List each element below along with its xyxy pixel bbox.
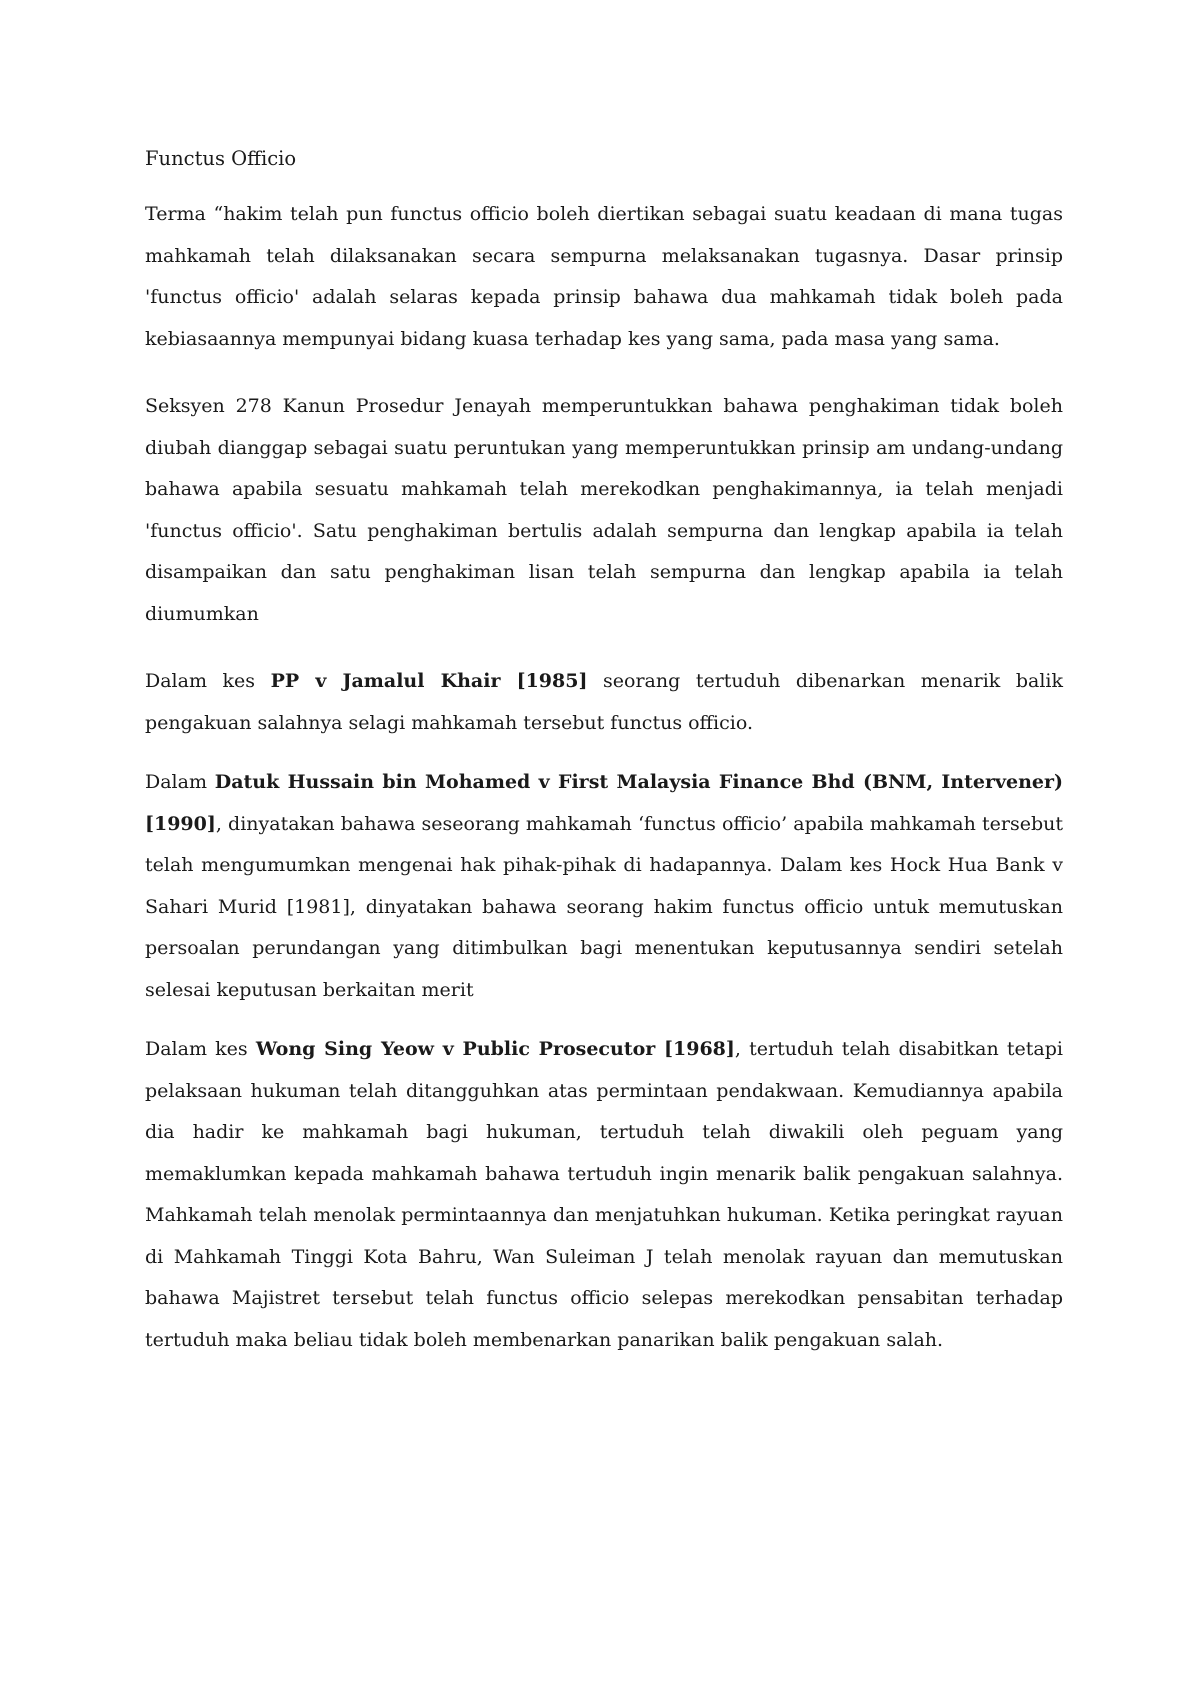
paragraph-case-wong-sing-yeow bbox=[145, 1029, 1063, 1361]
paragraph-case-jamalul-khair bbox=[145, 661, 1063, 744]
paragraph-case-datuk-hussain bbox=[145, 762, 1063, 1011]
paragraph-section-278: Seksyen 278 Kanun Prosedur Jenayah memperuntukkan bahawa penghakiman tidak boleh diubah dianggap sebagai suatu peruntukan yang memperuntukkan prinsip am undang-undang bahawa apabila sesuatu mahkamah telah merekodkan penghakimannya, ia telah menjadi 'functus officio'. Satu penghakiman bertulis adalah sempurna dan lengkap apabila ia telah disampaikan dan satu penghakiman lisan telah sempurna dan lengkap apabila ia telah diumumkan bbox=[145, 395, 1063, 625]
paragraph-definition: Terma “hakim telah pun functus officio boleh diertikan sebagai suatu keadaan di mana tugas mahkamah telah dilaksanakan secara sempurna melaksanakan tugasnya. Dasar prinsip 'functus officio' adalah selaras kepada prinsip bahawa dua mahkamah tidak boleh pada kebiasaannya mempunyai bidang kuasa terhadap kes yang sama, pada masa yang sama. bbox=[145, 203, 1063, 350]
case-citation: Datuk Hussain bin Mohamed v First Malaysia Finance Bhd (BNM, Intervener) [1990] bbox=[145, 771, 1063, 835]
paragraph-text: Dalam kes bbox=[145, 670, 271, 692]
paragraph-text: , tertuduh telah disabitkan tetapi pelaksaan hukuman telah ditangguhkan atas permintaan pendakwaan. Kemudiannya apabila dia hadir ke mahkamah bagi hukuman, tertuduh telah diwakili oleh peguam yang memaklumkan kepada mahkamah bahawa tertuduh ingin menarik balik pengakuan salahnya. Mahkamah telah menolak permintaannya dan menjatuhkan hukuman. Ketika peringkat rayuan di Mahkamah Tinggi Kota Bahru, Wan Suleiman J telah menolak rayuan dan memutuskan bahawa Majistret tersebut telah functus officio selepas merekodkan pensabitan terhadap tertuduh maka beliau tidak boleh membenarkan panarikan balik pengakuan salah. bbox=[145, 1038, 1063, 1351]
case-citation: PP v Jamalul Khair [1985] bbox=[270, 670, 588, 692]
case-citation: Wong Sing Yeow v Public Prosecutor [1968] bbox=[255, 1038, 735, 1060]
document-body bbox=[145, 144, 1063, 1387]
paragraph-text: , dinyatakan bahawa seseorang mahkamah ‘functus officio’ apabila mahkamah tersebut telah mengumumkan mengenai hak pihak-pihak di hadapannya. Dalam kes Hock Hua Bank v Sahari Murid [1981], dinyatakan bahawa seorang hakim functus officio untuk memutuskan persoalan perundangan yang ditimbulkan bagi menentukan keputusannya sendiri setelah selesai keputusan berkaitan merit bbox=[145, 812, 1063, 1001]
paragraph-text: Dalam kes bbox=[145, 1038, 256, 1060]
paragraph-text: Dalam bbox=[145, 771, 215, 793]
document-title: Functus Officio bbox=[145, 147, 297, 170]
paragraph-text: seorang tertuduh dibenarkan menarik balik pengakuan salahnya selagi mahkamah tersebut functus officio. bbox=[145, 670, 1064, 734]
